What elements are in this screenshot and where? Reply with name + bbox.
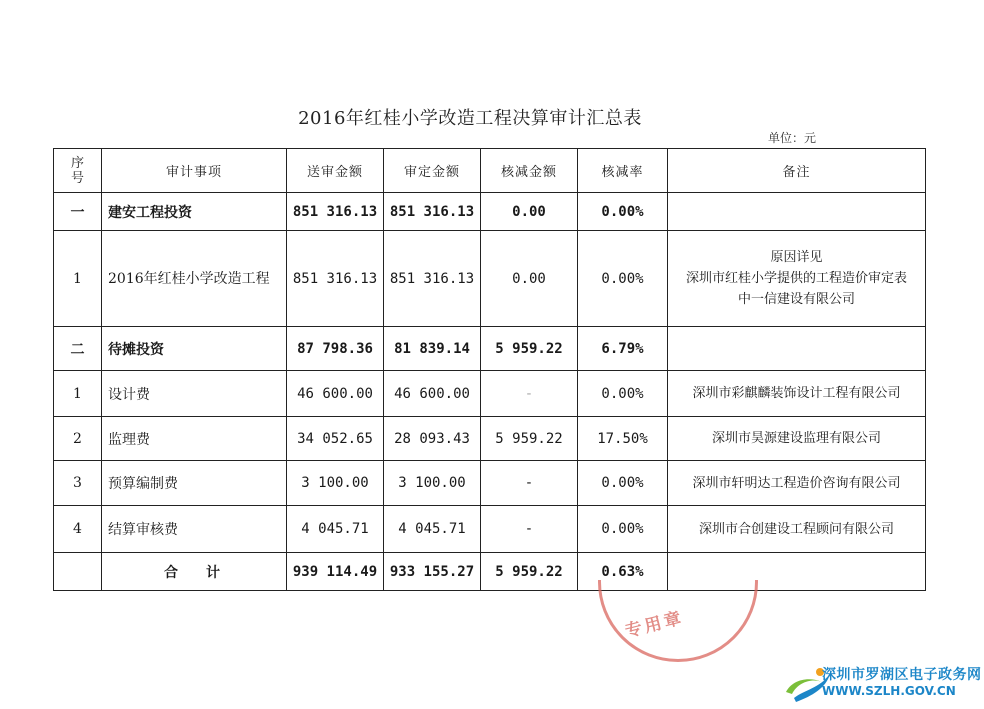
brand-name: 深圳市罗湖区电子政务网 xyxy=(822,667,982,683)
row-seq: 1 xyxy=(54,371,102,417)
row-seq: 4 xyxy=(54,506,102,553)
total-submitted: 939 114.49 xyxy=(287,553,384,591)
table-row xyxy=(54,193,926,231)
row-seq: 一 xyxy=(54,193,102,231)
row-note: 深圳市昊源建设监理有限公司 xyxy=(668,417,926,461)
row-approved: 4 045.71 xyxy=(384,506,481,553)
audit-summary-table xyxy=(53,148,926,591)
table-row xyxy=(54,231,926,327)
row-submitted: 34 052.65 xyxy=(287,417,384,461)
row-submitted: 87 798.36 xyxy=(287,327,384,371)
row-note: 深圳市彩麒麟装饰设计工程有限公司 xyxy=(668,371,926,417)
row-reduction: 0.00 xyxy=(481,231,578,327)
row-note: 深圳市轩明达工程造价咨询有限公司 xyxy=(668,461,926,506)
row-rate: 0.00% xyxy=(578,506,668,553)
row-item: 2016年红桂小学改造工程 xyxy=(102,231,287,327)
row-seq: 2 xyxy=(54,417,102,461)
table-row xyxy=(54,506,926,553)
row-rate: 0.00% xyxy=(578,371,668,417)
row-approved: 851 316.13 xyxy=(384,231,481,327)
row-reduction: - xyxy=(481,506,578,553)
table-row xyxy=(54,461,926,506)
row-rate: 0.00% xyxy=(578,231,668,327)
total-approved: 933 155.27 xyxy=(384,553,481,591)
row-note: 深圳市合创建设工程顾问有限公司 xyxy=(668,506,926,553)
official-seal xyxy=(588,580,768,670)
row-rate: 0.00% xyxy=(578,193,668,231)
row-item: 监理费 xyxy=(102,417,287,461)
row-item: 预算编制费 xyxy=(102,461,287,506)
seal-text: 专用章 xyxy=(623,607,687,642)
row-submitted: 851 316.13 xyxy=(287,193,384,231)
row-approved: 46 600.00 xyxy=(384,371,481,417)
total-rate: 0.63% xyxy=(578,553,668,591)
row-approved: 28 093.43 xyxy=(384,417,481,461)
header-approved: 审定金额 xyxy=(384,149,481,193)
header-item: 审计事项 xyxy=(102,149,287,193)
row-reduction: - xyxy=(481,371,578,417)
header-rate: 核减率 xyxy=(578,149,668,193)
row-item: 设计费 xyxy=(102,371,287,417)
unit-label: 单位：元 xyxy=(768,131,817,145)
row-seq: 1 xyxy=(54,231,102,327)
row-rate: 6.79% xyxy=(578,327,668,371)
row-approved: 3 100.00 xyxy=(384,461,481,506)
total-reduction: 5 959.22 xyxy=(481,553,578,591)
header-note: 备注 xyxy=(668,149,926,193)
row-submitted: 46 600.00 xyxy=(287,371,384,417)
row-item: 结算审核费 xyxy=(102,506,287,553)
row-item: 建安工程投资 xyxy=(102,193,287,231)
page-title: 2016年红桂小学改造工程决算审计汇总表 xyxy=(298,108,642,129)
row-rate: 17.50% xyxy=(578,417,668,461)
table-row xyxy=(54,371,926,417)
row-note: 原因详见 深圳市红桂小学提供的工程造价审定表 中一信建设有限公司 xyxy=(668,231,926,327)
row-seq: 二 xyxy=(54,327,102,371)
row-rate: 0.00% xyxy=(578,461,668,506)
row-item: 待摊投资 xyxy=(102,327,287,371)
table-row xyxy=(54,417,926,461)
total-row xyxy=(54,553,926,591)
row-submitted: 4 045.71 xyxy=(287,506,384,553)
header-reduction: 核减金额 xyxy=(481,149,578,193)
row-reduction: - xyxy=(481,461,578,506)
row-seq: 3 xyxy=(54,461,102,506)
row-submitted: 851 316.13 xyxy=(287,231,384,327)
row-reduction: 5 959.22 xyxy=(481,417,578,461)
row-reduction: 0.00 xyxy=(481,193,578,231)
table-row xyxy=(54,327,926,371)
row-approved: 81 839.14 xyxy=(384,327,481,371)
table-header-row xyxy=(54,149,926,193)
brand-url: WWW.SZLH.GOV.CN xyxy=(822,684,956,698)
total-seq xyxy=(54,553,102,591)
row-submitted: 3 100.00 xyxy=(287,461,384,506)
header-seq: 序号 xyxy=(54,149,102,193)
header-submitted: 送审金额 xyxy=(287,149,384,193)
row-approved: 851 316.13 xyxy=(384,193,481,231)
row-note xyxy=(668,193,926,231)
total-label: 合计 xyxy=(102,553,287,591)
row-note xyxy=(668,327,926,371)
row-reduction: 5 959.22 xyxy=(481,327,578,371)
